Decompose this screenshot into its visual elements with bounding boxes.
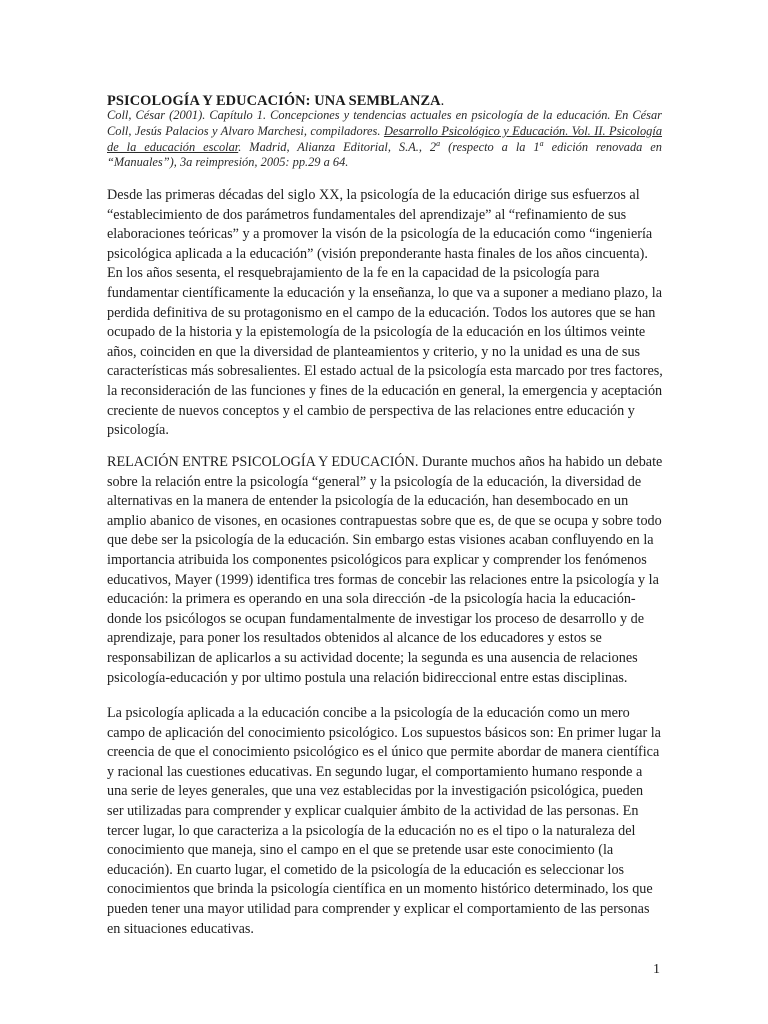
paragraph-psicologia-aplicada: La psicología aplicada a la educación concibe a la psicología de la educación como un mero campo de aplicación del conocimiento psicológico. Los supuestos básicos son: En primer lugar la creencia de que el conocimiento psicológico es el único que permite abordar de manera científica y racional las cuestiones educativas. En segundo lugar, el comportamiento humano responde a una serie de leyes generales, que una vez establecidas por la investigación psicológica, pueden ser utilizadas para comprender y explicar cualquier ámbito de la actividad de las personas. En tercer lugar, lo que caracteriza a la psicología de la educación no es el tipo o la naturaleza del conocimiento que maneja, sino el campo en el que se pretende usar este conocimiento (la educación). En cuarto lugar, el cometido de la psicología de la educación es seleccionar los conocimientos que brinda la psicología científica en un momento histórico determinado, los que pueden tener una mayor utilidad para comprender y explicar el comportamiento de las personas en situaciones educativas. — [107, 705, 661, 937]
citation-publisher: . Madrid, Alianza Editorial, S.A., 2 — [238, 139, 437, 154]
citation-authors: Coll, César (2001). Capítulo 1. Concepciones y tendencias actuales en psicología de la educación. En César Coll, Jesús Palacios y Alvaro Marchesi, compiladores. — [107, 108, 662, 138]
bibliographic-citation — [107, 108, 662, 171]
citation-book-title: Desarrollo Psicológico y Educación. Vol. II. Psicología de la educación escolar — [107, 123, 663, 154]
citation-reprint-pages: edición renovada en “Manuales”), 3a reimpresión, 2005: pp.29 a 64. — [107, 139, 662, 170]
citation-superscript-edition: a — [436, 138, 441, 148]
page-number: 1 — [653, 962, 660, 977]
citation-superscript-first: a — [539, 138, 544, 148]
paragraph-introduction: Desde las primeras décadas del siglo XX, la psicología de la educación dirige sus esfuerzos al “establecimiento de dos parámetros fundamentales del aprendizaje” al “refinamiento de sus elaboraciones teóricas” y a promover la visón de la psicología de la educación como “ingeniería psicológica aplicada a la educación” (visión preponderante hasta finales de los años cincuenta). En los años sesenta, el resquebrajamiento de la fe en la capacidad de la psicología para fundamentar científicamente la educación y la enseñanza, lo que va a suponer a mediano plazo, la perdida definitiva de su protagonismo en el campo de la educación. Todos los autores que se han ocupado de la historia y la epistemología de la psicología de la educación en los últimos veinte años, coinciden en que la diversidad de planteamientos y criterio, y no la unidad es una de sus características más sobresalientes. El estado actual de la psicología esta marcado por tres factores, la reconsideración de las funciones y fines de la educación en general, la emergencia y aceptación creciente de nuevos conceptos y el cambio de perspectiva de las relaciones entre educación y psicología. — [107, 187, 663, 439]
title-text: PSICOLOGÍA Y EDUCACIÓN: UNA SEMBLANZA — [107, 93, 441, 109]
paragraph-relacion: RELACIÓN ENTRE PSICOLOGÍA Y EDUCACIÓN. Durante muchos años ha habido un debate sobre la relación entre la psicología “general” y la psicología de la educación, la diversidad de alternativas en la manera de entender la psicología de la educación, han desembocado en un amplio abanico de visones, en ocasiones contrapuestas sobre que es, de que se ocupa y sobre todo que debe ser la psicología de la educación. Sin embargo estas visiones acaban confluyendo en la importancia atribuida los componentes psicológicos para explicar y comprender los fenómenos educativos, Mayer (1999) identifica tres formas de concebir las relaciones entre la psicología y la educación: la primera es operando en una sola dirección -de la psicología hacia la educación- donde los psicólogos se ocupan fundamentalmente de investigar los proceso de desarrollo y de aprendizaje, para poner los resultados obtenidos al alcance de los educadores y estos se responsabilizan de aplicarlos a su actividad docente; la segunda es una ausencia de relaciones psicología-educación y por ultimo postula una relación bidireccional entre estas disciplinas. — [107, 454, 663, 686]
title-period: . — [440, 93, 445, 109]
citation-edition-note: (respecto a la 1 — [440, 139, 540, 154]
